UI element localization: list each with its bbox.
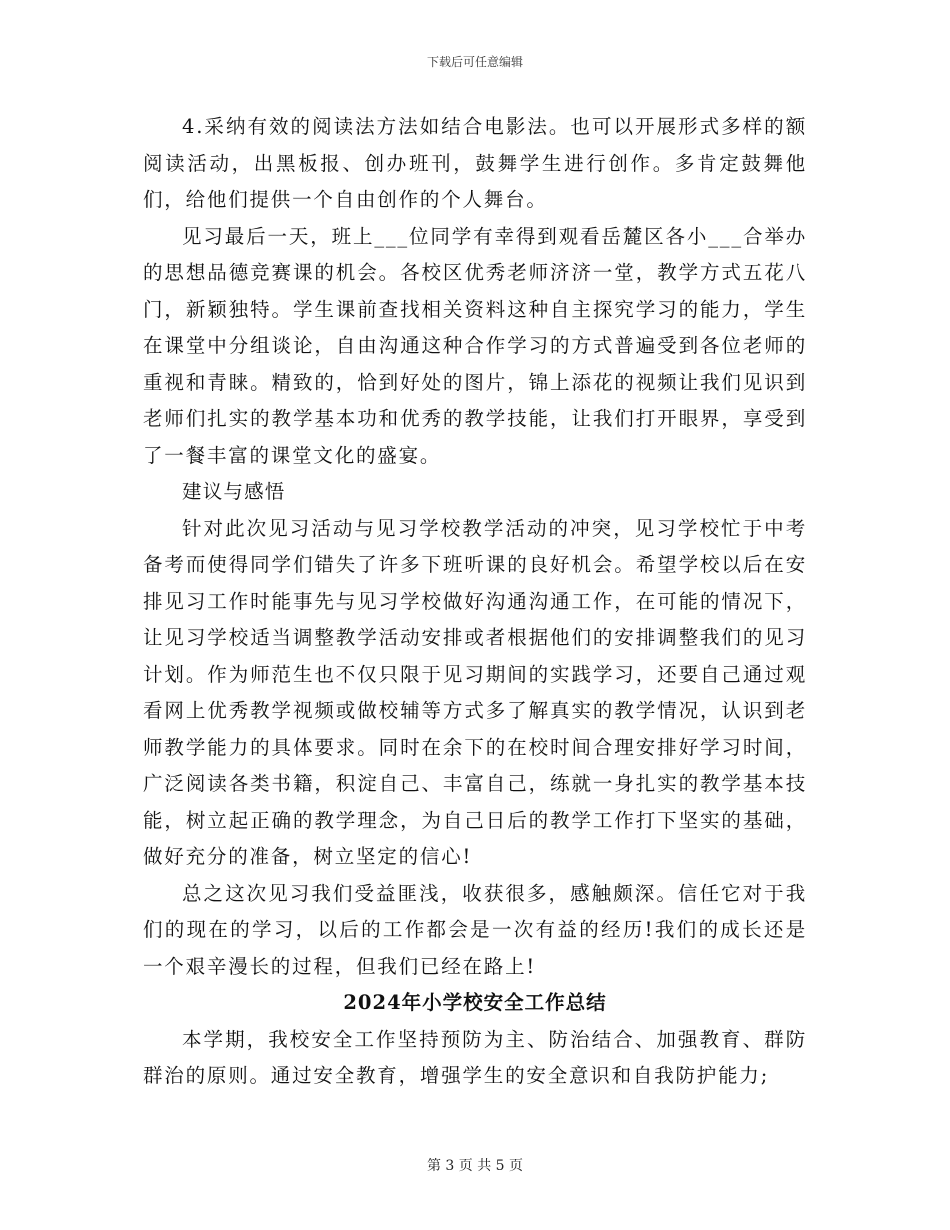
paragraph-reading-method: 4.采纳有效的阅读法方法如结合电影法。也可以开展形式多样的额阅读活动，出黑板报、创办班刊，鼓舞学生进行创作。多肯定鼓舞他们，给他们提供一个自由创作的个人舞台。 xyxy=(143,115,807,211)
document-body xyxy=(143,109,807,1095)
page-header: 下载后可任意编辑 xyxy=(426,55,523,69)
paragraph-observation-last-day: 见习最后一天，班上___位同学有幸得到观看岳麓区各小___合举办的思想品德竞赛课的机会。各校区优秀老师济济一堂，教学方式五花八门，新颖独特。学生课前查找相关资料这种自主探究学习的能力，学生在课堂中分组谈论，自由沟通这种合作学习的方式普遍受到各位老师的重视和青睐。精致的，恰到好处的图片，锦上添花的视频让我们见识到老师们扎实的教学基本功和优秀的教学技能，让我们打开眼界，享受到了一餐丰富的课堂文化的盛宴。 xyxy=(143,224,807,467)
paragraph-suggestions: 针对此次见习活动与见习学校教学活动的冲突，见习学校忙于中考备考而使得同学们错失了许多下班听课的良好机会。希望学校以后在安排见习工作时能事先与见习学校做好沟通沟通工作，在可能的情况下，让见习学校适当调整教学活动安排或者根据他们的安排调整我们的见习计划。作为师范生也不仅只限于见习期间的实践学习，还要自己通过观看网上优秀教学视频或做校辅等方式多了解真实的教学情况，认识到老师教学能力的具体要求。同时在余下的在校时间合理安排好学习时间，广泛阅读各类书籍，积淀自己、丰富自己，练就一身扎实的教学基本技能，树立起正确的教学理念，为自己日后的教学工作打下坚实的基础，做好充分的准备，树立坚定的信心! xyxy=(143,516,807,868)
paragraph-conclusion: 总之这次见习我们受益匪浅，收获很多，感触颇深。信任它对于我们的现在的学习，以后的工作都会是一次有益的经历!我们的成长还是一个艰辛漫长的过程，但我们已经在路上! xyxy=(143,881,807,978)
paragraph-safety-intro: 本学期，我校安全工作坚持预防为主、防治结合、加强教育、群防群治的原则。通过安全教育，增强学生的安全意识和自我防护能力; xyxy=(143,1027,807,1087)
page-footer: 第 3 页 共 5 页 xyxy=(426,1158,524,1174)
section-title: 2024年小学校安全工作总结 xyxy=(343,991,607,1014)
subheading-suggestions: 建议与感悟 xyxy=(182,480,286,503)
